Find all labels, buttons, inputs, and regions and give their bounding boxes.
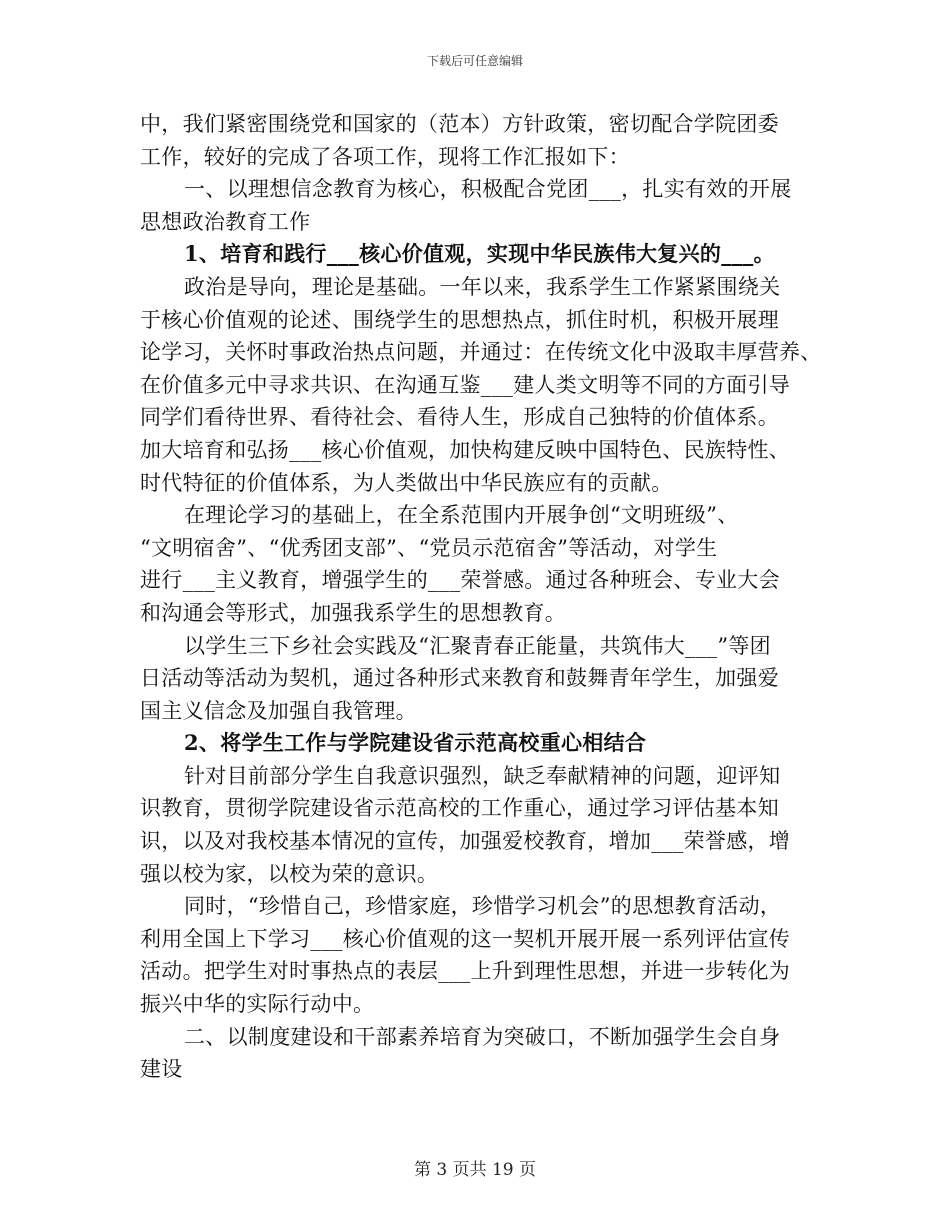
- paragraph-line: 进行___主义教育，增强学生的___荣誉感。通过各种班会、专业大会: [140, 568, 780, 593]
- paragraph-line: 日活动等活动为契机，通过各种形式来教育和鼓舞青年学生，加强爱: [140, 666, 779, 691]
- paragraph-line: 政治是导向，理论是基础。一年以来，我系学生工作紧紧围绕关: [184, 274, 781, 299]
- section-heading-line: 1、培育和践行___核心价值观，实现中华民族伟大复兴的___。: [184, 241, 775, 267]
- paragraph-line: 工作，较好的完成了各项工作，现将工作汇报如下：: [140, 144, 630, 169]
- paragraph-line: 中，我们紧密围绕党和国家的（范本）方针政策，密切配合学院团委: [140, 112, 779, 136]
- section-heading-line: 2、将学生工作与学院建设省示范高校重心相结合: [184, 730, 647, 756]
- paragraph-line: 在理论学习的基础上，在全系范围内开展争创“文明班级”、: [184, 503, 739, 528]
- paragraph-line: 思想政治教育工作: [140, 209, 311, 234]
- paragraph-line: 建设: [140, 1057, 183, 1082]
- paragraph-line: 针对目前部分学生自我意识强烈，缺乏奉献精神的问题，迎评知: [184, 763, 781, 788]
- document-body: [140, 108, 822, 1086]
- paragraph-line: 活动。把学生对时事热点的表层___上升到理性思想，并进一步转化为: [140, 959, 791, 984]
- paragraph-line: “文明宿舍”、“优秀团支部”、“党员示范宿舍”等活动，对学生: [140, 535, 718, 560]
- paragraph-line: 同学们看待世界、看待社会、看待人生，形成自己独特的价值体系。: [140, 405, 779, 430]
- paragraph-line: 以学生三下乡社会实践及“汇聚青春正能量，共筑伟大___”等团: [184, 633, 771, 658]
- paragraph-line: 国主义信念及加强自我管理。: [140, 698, 417, 723]
- paragraph-line: 利用全国上下学习___核心价值观的这一契机开展开展一系列评估宣传: [140, 926, 791, 951]
- paragraph-line: 识教育，贯彻学院建设省示范高校的工作重心，通过学习评估基本知: [140, 796, 779, 821]
- paragraph-line: 同时，“珍惜自己，珍惜家庭，珍惜学习机会”的思想教育活动，: [184, 894, 782, 919]
- paragraph-line: 于核心价值观的论述、围绕学生的思想热点，抓住时机，积极开展理: [140, 307, 779, 332]
- paragraph-line: 识，以及对我校基本情况的宣传，加强爱校教育，增加___荣誉感，增: [140, 829, 791, 854]
- paragraph-line: 一、以理想信念教育为核心，积极配合党团___，扎实有效的开展: [184, 177, 792, 202]
- paragraph-line: 和沟通会等形式，加强我系学生的思想教育。: [140, 600, 566, 625]
- page-footer: 第 3 页共 19 页: [413, 1160, 537, 1180]
- paragraph-line: 强以校为家，以校为荣的意识。: [140, 861, 439, 886]
- paragraph-line: 论学习，关怀时事政治热点问题，并通过：在传统文化中汲取丰厚营养、: [140, 340, 822, 365]
- paragraph-line: 加大培育和弘扬___核心价值观，加快构建反映中国特色、民族特性、: [140, 437, 791, 462]
- paragraph-line: 时代特征的价值体系，为人类做出中华民族应有的贡献。: [140, 470, 673, 495]
- paragraph-line: 在价值多元中寻求共识、在沟通互鉴___建人类文明等不同的方面引导: [140, 372, 791, 397]
- paragraph-line: 二、以制度建设和干部素养培育为突破口，不断加强学生会自身: [184, 1024, 781, 1049]
- paragraph-line: 振兴中华的实际行动中。: [140, 992, 375, 1017]
- page-header: 下载后可任意编辑: [426, 54, 523, 68]
